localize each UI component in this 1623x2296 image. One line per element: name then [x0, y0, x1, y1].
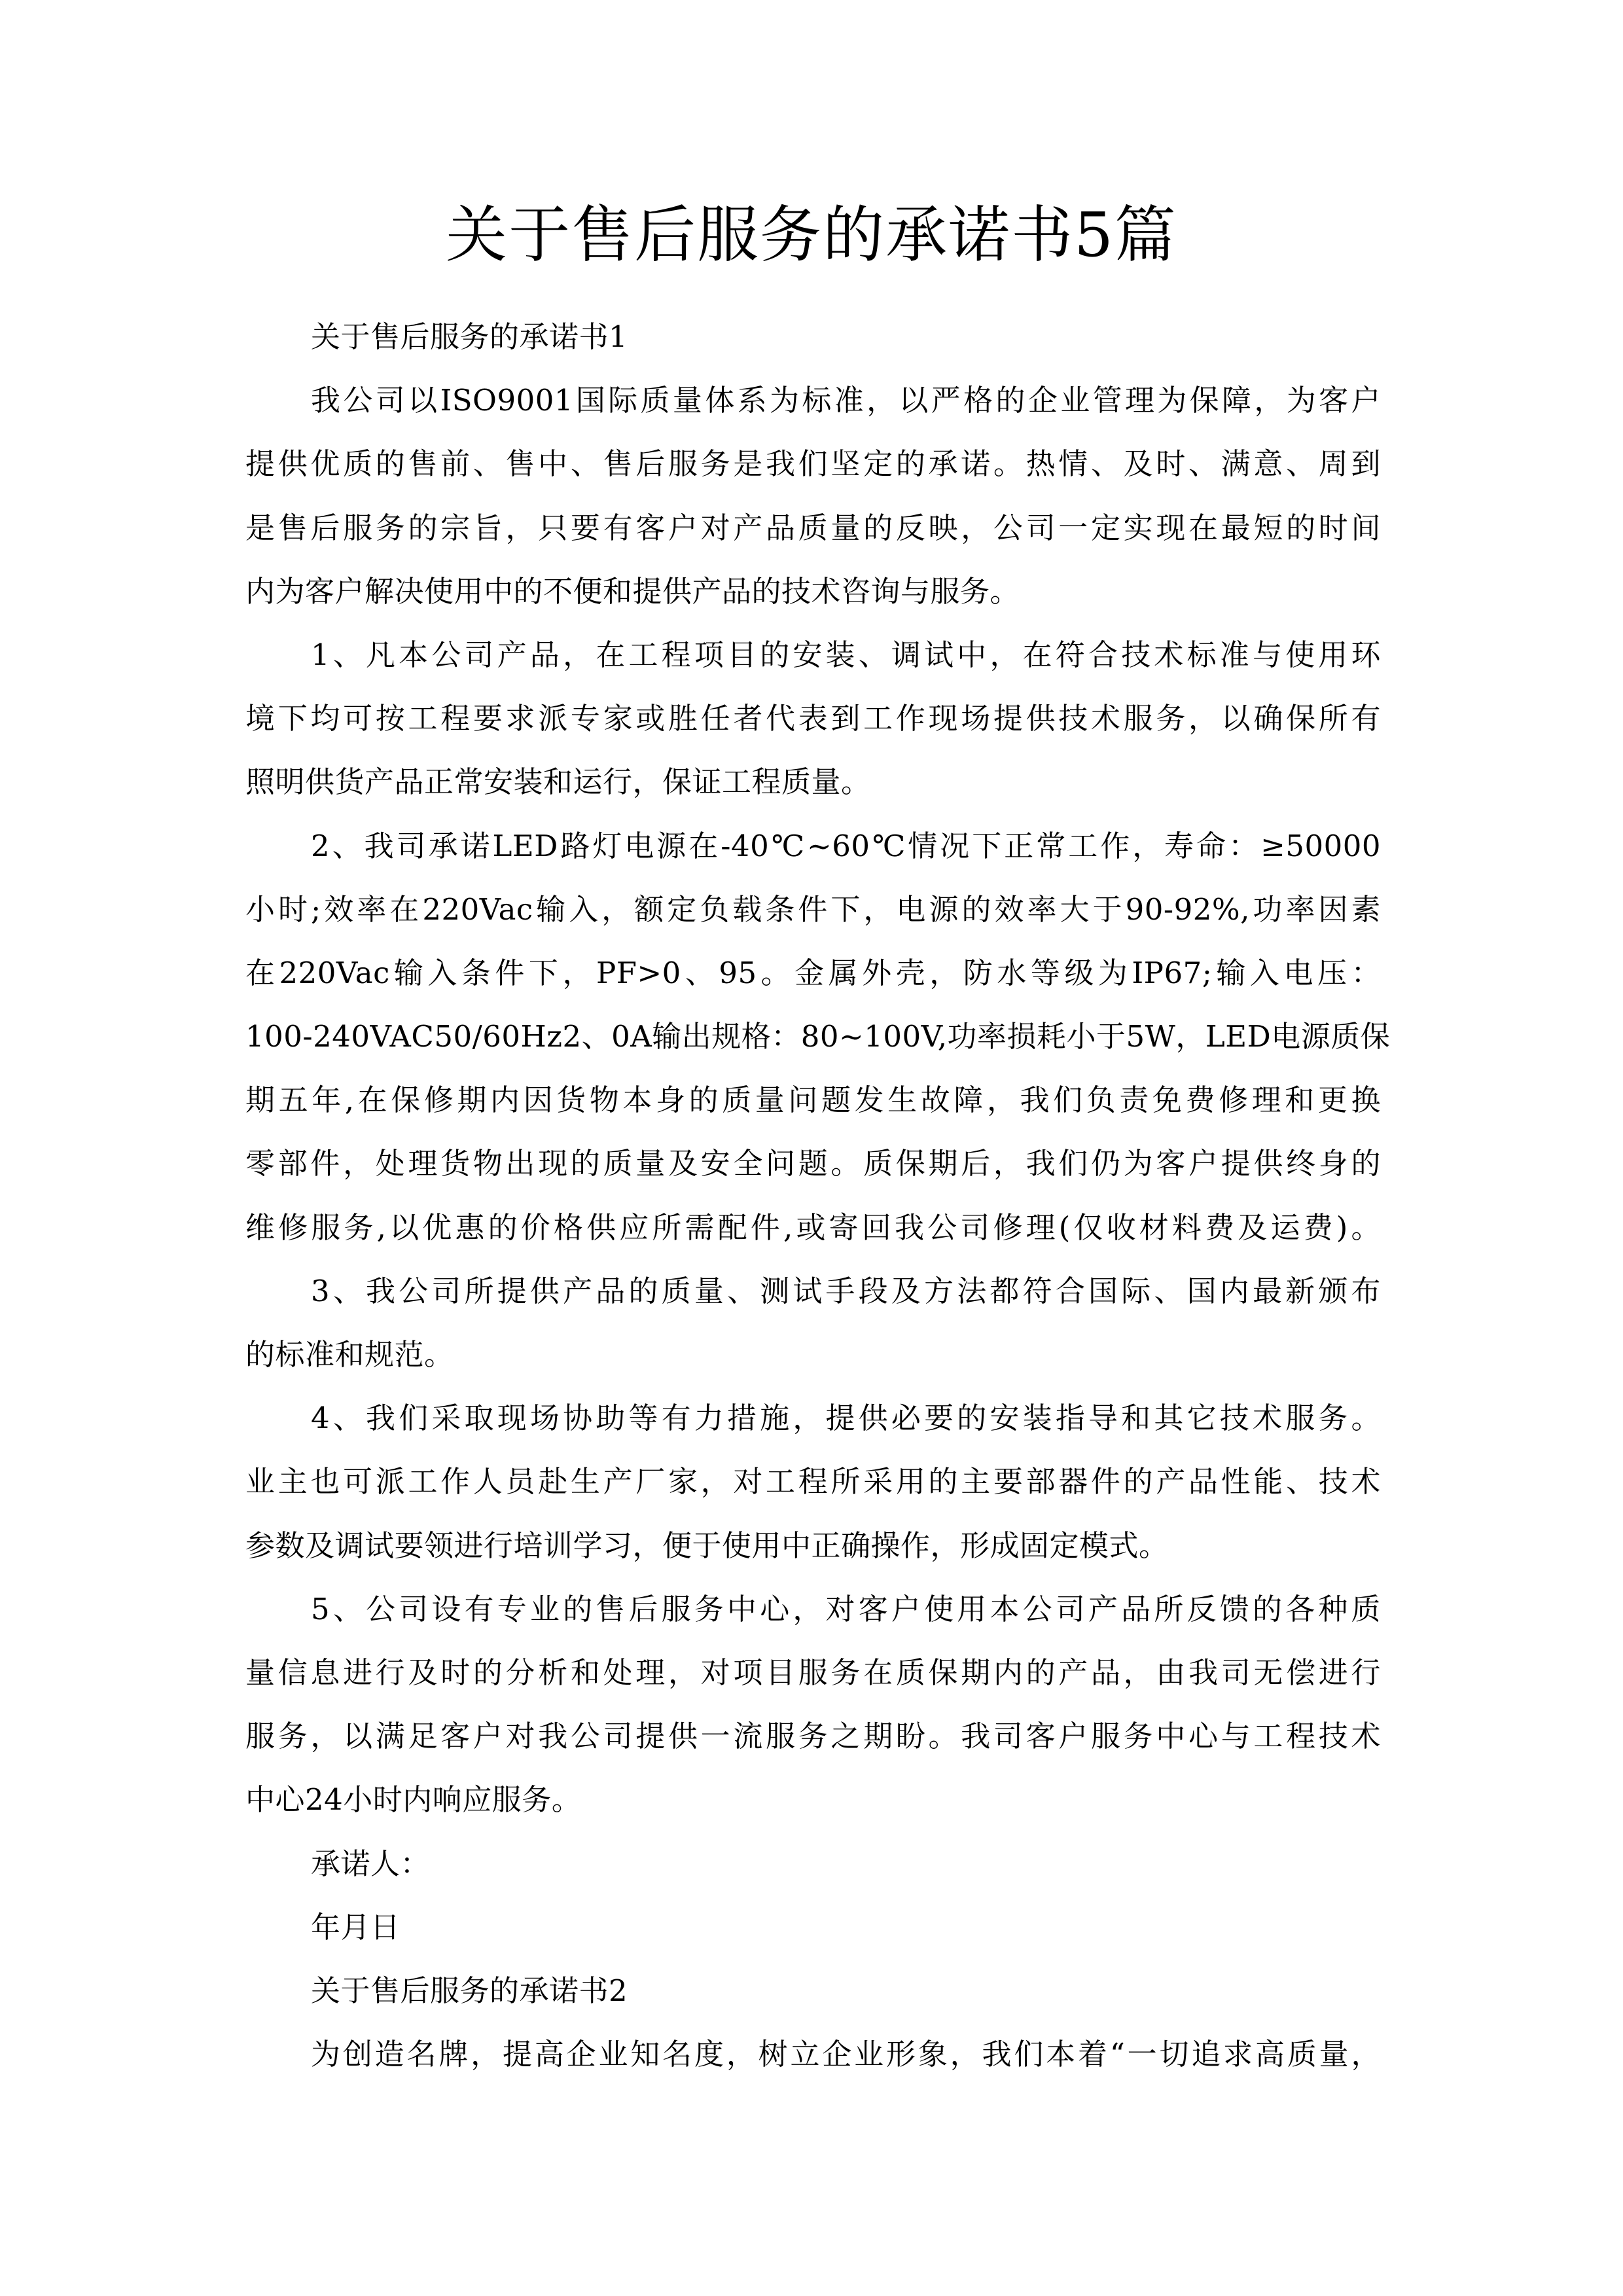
list-item-1-line: 1、凡本公司产品，在工程项目的安装、调试中，在符合技术标准与使用环: [311, 637, 1381, 672]
list-item-5-line: 服务，以满足客户对我公司提供一流服务之期盼。我司客户服务中心与工程技术: [245, 1719, 1381, 1754]
paragraph-line: 提供优质的售前、售中、售后服务是我们坚定的承诺。热情、及时、满意、周到: [245, 446, 1381, 482]
signatory-label: 承诺人：: [311, 1846, 431, 1881]
list-item-4-line: 4、我们采取现场协助等有力措施，提供必要的安装指导和其它技术服务。: [311, 1401, 1381, 1436]
document-body: [245, 305, 1391, 2086]
list-item-2-line: 期五年,在保修期内因货物本身的质量问题发生故障，我们负责免费修理和更换: [245, 1083, 1381, 1118]
list-item-2-line: 零部件，处理货物出现的质量及安全问题。质保期后，我们仍为客户提供终身的: [245, 1146, 1381, 1181]
list-item-2-line: 小时;效率在220Vac输入，额定负载条件下，电源的效率大于90-92%,功率因素: [245, 891, 1381, 927]
list-item-4-line: 业主也可派工作人员赴生产厂家，对工程所采用的主要部器件的产品性能、技术: [245, 1464, 1381, 1499]
paragraph-line: 我公司以ISO9001国际质量体系为标准，以严格的企业管理为保障，为客户: [311, 383, 1381, 418]
section-heading-2: 关于售后服务的承诺书2: [311, 1973, 628, 2008]
list-item-5-line: 中心24小时内响应服务。: [245, 1782, 582, 1818]
list-item-3-line: 的标准和规范。: [245, 1337, 454, 1372]
list-item-2-line: 维修服务,以优惠的价格供应所需配件,或寄回我公司修理(仅收材料费及运费)。: [245, 1210, 1381, 1245]
list-item-1-line: 境下均可按工程要求派专家或胜任者代表到工作现场提供技术服务，以确保所有: [245, 701, 1381, 736]
list-item-4-line: 参数及调试要领进行培训学习，便于使用中正确操作，形成固定模式。: [245, 1528, 1169, 1563]
paragraph-line: 内为客户解决使用中的不便和提供产品的技术咨询与服务。: [245, 573, 1020, 609]
list-item-2-line: 2、我司承诺LED路灯电源在-40℃~60℃情况下正常工作，寿命：≥50000: [311, 828, 1381, 863]
list-item-1-line: 照明供货产品正常安装和运行，保证工程质量。: [245, 764, 871, 800]
paragraph-line: 为创造名牌，提高企业知名度，树立企业形象，我们本着“一切追求高质量，: [311, 2037, 1381, 2072]
list-item-3-line: 3、我公司所提供产品的质量、测试手段及方法都符合国际、国内最新颁布: [311, 1273, 1381, 1308]
list-item-5-line: 量信息进行及时的分析和处理，对项目服务在质保期内的产品，由我司无偿进行: [245, 1655, 1381, 1690]
list-item-2-line: 在220Vac输入条件下，PF>0、95。金属外壳，防水等级为IP67;输入电压：: [245, 955, 1381, 990]
date-label: 年月日: [311, 1909, 401, 1945]
document-title: 关于售后服务的承诺书5篇: [446, 200, 1177, 271]
list-item-2-line: 100-240VAC50/60Hz2、0A输出规格：80~100V,功率损耗小于5W，LED电源质保: [245, 1019, 1391, 1054]
paragraph-line: 是售后服务的宗旨，只要有客户对产品质量的反映，公司一定实现在最短的时间: [245, 510, 1381, 545]
section-heading-1: 关于售后服务的承诺书1: [311, 319, 628, 354]
list-item-5-line: 5、公司设有专业的售后服务中心，对客户使用本公司产品所反馈的各种质: [311, 1591, 1381, 1626]
